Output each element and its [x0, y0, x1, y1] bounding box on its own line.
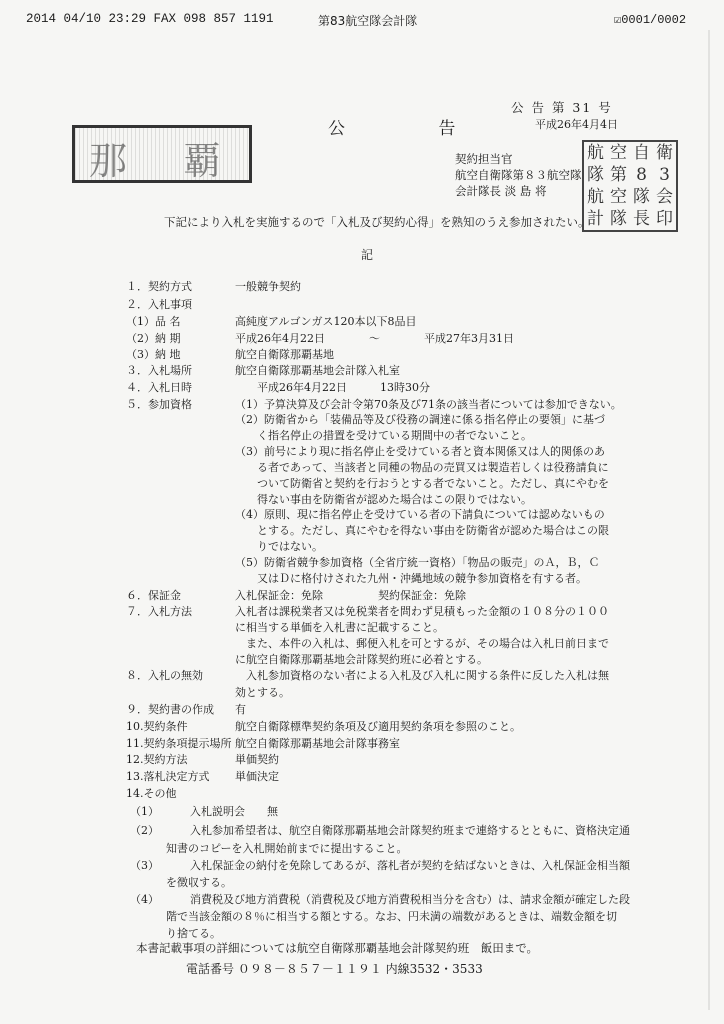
other-item-text: 階で当該金額の８％に相当する額とする。なお、円未満の端数があるときは、端数金額を切 [166, 910, 617, 923]
seal-char: 8 [636, 164, 647, 185]
other-item-text: 入札保証金の納付を免除してあるが、落札者が契約を結ばないときは、入札保証金相当額 [190, 859, 630, 872]
item-value: とする。ただし、真にやむを得ない事由を防衛省が認めた場合はこの限 [235, 524, 609, 537]
seal-char: 隊 [633, 186, 650, 207]
item-label: ６．保証金 [126, 589, 181, 602]
item-label: ２．入札事項 [126, 298, 192, 311]
other-item-text: 消費税及び地方消費税（消費税及び地方消費税相当分を含む）は、請求金額が確定した段 [190, 893, 630, 906]
item-label: 10.契約条件 [126, 720, 188, 733]
item-value: 航空自衛隊那覇基地 [235, 348, 334, 361]
signatory-name: 会計隊長 淡 島 将 [455, 184, 547, 198]
seal-char: 隊 [587, 164, 604, 185]
item-label: ７．入札方法 [126, 605, 192, 618]
item-value: 入札参加資格のない者による入札及び入札に関する条件に反した入札は無 [235, 669, 609, 682]
other-item-text: 知書のコピーを入札開始前までに提出すること。 [166, 842, 408, 855]
item-label: ８．入札の無効 [126, 669, 203, 682]
fax-page-count: ☑0001/0002 [614, 13, 687, 27]
other-item-number: （4） [130, 893, 159, 906]
item-label: 11.契約条項提示場所 [126, 737, 232, 750]
item-label: ９．契約書の作成 [126, 703, 214, 716]
item-value: く指名停止の措置を受けている期間中の者でないこと。 [235, 429, 532, 442]
seal-char: 衛 [656, 142, 673, 163]
item-value: 得ない事由を防衛省が認めた場合はこの限りではない。 [235, 493, 532, 506]
other-item-text: り捨てる。 [166, 927, 221, 940]
seal-char: 3 [659, 164, 670, 185]
item-value: （4）原則、現に指名停止を受けている者の下請負については認めないもの [235, 508, 605, 521]
document-title: 公 告 [328, 119, 500, 139]
item-value: 単価決定 [235, 770, 279, 783]
fax-sender: 第83航空隊会計隊 [318, 14, 418, 28]
seal-char: 印 [656, 208, 673, 229]
item-label: （1）品 名 [126, 315, 181, 328]
item-value: また、本件の入札は、郵便入札を可とするが、その場合は入札日前日まで [235, 637, 609, 650]
other-item-number: （1） [130, 805, 159, 818]
item-label: ４．入札日時 [126, 381, 192, 394]
item-value: 単価契約 [235, 753, 279, 766]
signatory-org: 航空自衛隊第８３航空隊 [455, 168, 582, 182]
item-label: 14.その他 [126, 787, 177, 800]
item-value: （3）前号により現に指名停止を受けている者と資本関係又は人的関係のあ [235, 445, 605, 458]
item-value: 入札者は課税業者又は免税業者を問わず見積もった金額の１０８分の１００ [235, 605, 609, 618]
item-label: （2）納 期 [126, 332, 181, 345]
item-value: る者であって、当該者と同種の物品の売買又は製造若しくは役務請負に [235, 461, 609, 474]
seal-char: 隊 [610, 208, 627, 229]
footer-note: 本書記載事項の詳細については航空自衛隊那覇基地会計隊契約班 飯田まで。 [136, 941, 539, 955]
notice-number: 公 告 第 31 号 [511, 100, 613, 115]
item-label: 13.落札決定方式 [126, 770, 210, 783]
stamp-char: 那 [89, 139, 130, 183]
seal-char: 計 [587, 208, 604, 229]
other-item-text: 入札参加希望者は、航空自衛隊那覇基地会計隊契約班まで連絡するとともに、資格決定通 [190, 824, 630, 837]
item-value: 有 [235, 703, 246, 716]
seal-char: 空 [610, 142, 627, 163]
seal-char: 自 [633, 142, 650, 163]
signatory-role: 契約担当官 [455, 152, 513, 166]
other-item-text: を徴収する。 [166, 876, 232, 889]
item-value: 航空自衛隊標準契約条項及び適用契約条項を参照のこと。 [235, 720, 521, 733]
item-value: に相当する単価を入札書に記載すること。 [235, 621, 444, 634]
item-value: 入札保証金：免除 契約保証金：免除 [235, 589, 466, 602]
other-item-number: （2） [130, 824, 159, 837]
item-value: 平成26年4月22日 〜 平成27年3月31日 [235, 332, 514, 345]
item-value: 効とする。 [235, 686, 290, 699]
item-label: １．契約方式 [126, 280, 192, 293]
item-value: 一般競争契約 [235, 280, 301, 293]
item-value: （1）予算決算及び会計令第70条及び71条の該当者については参加できない。 [235, 398, 622, 411]
item-value: ついて防衛省と契約を行おうとする者でないこと。ただし、真にやむを [235, 477, 609, 490]
received-stamp [72, 125, 252, 183]
ki-heading: 記 [361, 248, 374, 262]
item-label: ５．参加資格 [126, 398, 192, 411]
seal-char: 航 [587, 142, 604, 163]
stamp-char: 覇 [183, 139, 224, 183]
item-value: 航空自衛隊那覇基地会計隊事務室 [235, 737, 400, 750]
other-item-text: 入札説明会 無 [190, 805, 278, 818]
item-label: 12.契約方法 [126, 753, 188, 766]
item-label: （3）納 地 [126, 348, 181, 361]
seal-char: 会 [656, 186, 673, 207]
item-value: 又はＤに格付けされた九州・沖縄地域の競争参加資格を有する者。 [235, 572, 587, 585]
item-value: に航空自衛隊那覇基地会計隊契約班に必着とする。 [235, 653, 488, 666]
scan-edge [708, 30, 710, 1010]
item-value: （5）防衛省競争参加資格（全省庁統一資格）「物品の販売」のＡ，Ｂ，Ｃ [235, 556, 600, 569]
item-value: （2）防衛省から「装備品等及び役務の調達に係る指名停止の要領」に基づ [235, 413, 605, 426]
item-value: 高純度アルゴンガス120本以下8品目 [235, 315, 417, 328]
notice-date: 平成26年4月4日 [535, 118, 618, 131]
item-value: りではない。 [235, 540, 323, 553]
seal-char: 航 [587, 186, 604, 207]
official-seal [582, 140, 678, 232]
other-item-number: （3） [130, 859, 159, 872]
footer-phone: 電話番号 ０９８－８５７－１１９１ 内線3532・3533 [186, 962, 483, 976]
fax-timestamp: 2014 04/10 23:29 FAX 098 857 1191 [26, 12, 274, 26]
item-value: 航空自衛隊那覇基地会計隊入札室 [235, 364, 400, 377]
seal-char: 第 [610, 164, 627, 185]
seal-char: 長 [633, 208, 650, 229]
seal-char: 空 [610, 186, 627, 207]
item-label: ３．入札場所 [126, 364, 192, 377]
item-value: 平成26年4月22日 13時30分 [235, 381, 430, 394]
intro-text: 下記により入札を実施するので「入札及び契約心得」を熟知のうえ参加されたい。 [164, 215, 590, 229]
